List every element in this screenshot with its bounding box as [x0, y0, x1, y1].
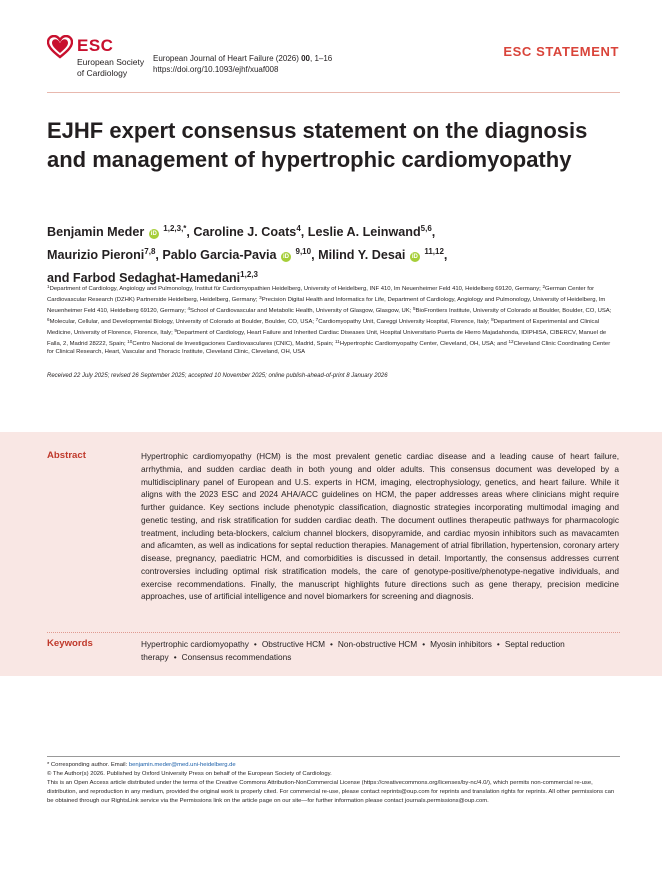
- orcid-icon[interactable]: iD: [150, 231, 157, 237]
- author-affiliation-refs: 9,10: [295, 247, 312, 256]
- affiliation-text: Precision Digital Health and Informatics for Life, Department of Cardiology, Angiology and Pulmonology, University of Heidelberg, Im Neuenheimer Feld 410, Heidelberg 69120, Germany;: [47, 296, 606, 314]
- affiliation-text: German Center for Cardiovascular Research (DZHK) Partnerside Heidelberg, Heidelberg, Germany;: [47, 286, 595, 303]
- author-affiliation-refs: 7,8: [144, 247, 156, 256]
- affiliation-number: 4: [187, 305, 191, 311]
- author-name: Pablo Garcia-Pavia: [162, 248, 277, 262]
- keyword-separator: •: [422, 639, 426, 649]
- author-name: Milind Y. Desai: [318, 248, 406, 262]
- received-dates: Received 22 July 2025; revised 26 September 2025; accepted 10 November 2025; online publish-ahead-of-print 8 January 2026: [47, 373, 388, 379]
- author-affiliation-refs: 4: [296, 224, 301, 233]
- footnote-divider: [47, 756, 620, 757]
- header-divider: [47, 92, 620, 93]
- author-name: Benjamin Meder: [47, 225, 145, 239]
- keyword-separator: •: [496, 639, 500, 649]
- keyword: Obstructive HCM: [261, 639, 325, 649]
- heart-logo-icon: [47, 35, 73, 59]
- affiliation-number: 6: [47, 316, 50, 322]
- affiliation-text: BioFrontiers Institute, University of Colorado at Boulder, Boulder, CO, USA;: [415, 307, 612, 314]
- affiliation-number: 3: [259, 294, 262, 300]
- abstract-divider: [47, 632, 620, 633]
- author-affiliation-refs: 5,6: [420, 224, 432, 233]
- affiliation-text: Centro Nacional de Investigaciones Cardiovasculares (CNIC), Madrid, Spain;: [132, 340, 336, 347]
- affiliation-text: Department of Cardiology, Angiology and Pulmonology, Institut für Cardiomyopathien Heidelberg, University of Heidelberg, INF 410, Im Neuenheimer Feld 410, Heidelberg 69120, Germany;: [49, 286, 543, 292]
- journal-name: European Journal of Heart Failure (2026): [153, 54, 302, 63]
- affiliations: [47, 283, 618, 357]
- affiliation-number: 10: [127, 338, 133, 344]
- logo-name: ESC: [77, 36, 114, 55]
- affiliation-text: Cardiomyopathy Unit, Careggi University Hospital, Florence, Italy;: [318, 318, 492, 325]
- author-affiliation-refs: 1,2,3,*: [163, 224, 187, 233]
- abstract-heading: Abstract: [47, 450, 86, 461]
- keyword-separator: •: [330, 639, 333, 649]
- affiliation-text: Department of Experimental and Clinical Medicine, University of Florence, Florence, Italy;: [47, 318, 600, 336]
- affiliation-number: 9: [174, 327, 177, 333]
- affiliation-text: Department of Cardiology, Heart Failure and Inherited Cardiac Diseases Unit, Hospital Universitario Puerta de Hierro Majadahonda, IDIPHISA, CIBERCV, Manuel de Falla, 2, Madrid 28222, Spain;: [47, 329, 607, 347]
- article-type-label: ESC STATEMENT: [503, 44, 619, 59]
- author-list: Benjamin Meder iD $^{1,2,3,*}$, Caroline J. Coats$^4$, Leslie A. Leinwand$^{5,6}$, Maurizio Pieroni$^{7,8}$, Pablo Garcia-Pavia iD $^{9,10}$, Milind Y. Desai iD $^{11,12}$, and Farbod Sedaghat-Hamedani$^{1,2,3}$: [47, 224, 448, 285]
- affiliation-number: 8: [491, 316, 494, 322]
- doi-link[interactable]: https://doi.org/10.1093/ejhf/xuaf008: [153, 65, 279, 74]
- article-title: EJHF expert consensus statement on the diagnosis and management of hypertrophic cardiomyopathy: [47, 118, 588, 172]
- keyword: Myosin inhibitors: [430, 639, 492, 649]
- author-name: Maurizio Pieroni: [47, 248, 145, 262]
- keyword-separator: •: [173, 652, 177, 662]
- orcid-icon[interactable]: iD: [283, 254, 289, 260]
- affiliation-number: 11: [335, 338, 340, 344]
- keywords-list: [141, 638, 619, 664]
- corresponding-label: * Corresponding author. Email:: [47, 762, 129, 768]
- corresponding-author: [47, 761, 620, 770]
- keyword: Septal reduction therapy: [141, 639, 565, 662]
- author-name: Caroline J. Coats: [193, 225, 297, 239]
- keywords-heading: Keywords: [47, 638, 93, 649]
- affiliation-number: 1: [47, 284, 50, 289]
- author-affiliation-refs: 1,2,3: [240, 270, 258, 279]
- orcid-icon[interactable]: iD: [411, 254, 418, 260]
- keyword: Consensus recommendations: [181, 652, 292, 662]
- copyright-notice: © The Author(s) 2026. Published by Oxford University Press on behalf of the European Society of Cardiology.: [47, 770, 332, 777]
- affiliation-text: Hypertrophic Cardiomyopathy Center, Cleveland, OH, USA; and: [339, 340, 509, 347]
- logo-line-2: of Cardiology: [77, 67, 128, 78]
- keyword: Hypertrophic cardiomyopathy: [141, 639, 249, 649]
- keyword: Non-obstructive HCM: [337, 639, 418, 649]
- footnotes: [47, 761, 620, 806]
- affiliation-number: 7: [315, 316, 319, 322]
- esc-logo[interactable]: [47, 34, 147, 82]
- logo-subtitle: [77, 57, 144, 78]
- keyword-separator: •: [253, 639, 257, 649]
- affiliation-number: 5: [413, 305, 416, 311]
- author-name: Farbod Sedaghat-Hamedani: [72, 271, 241, 285]
- affiliation-number: 12: [508, 338, 514, 344]
- journal-volume: 00: [301, 54, 310, 63]
- journal-pages: , 1–16: [310, 54, 333, 63]
- affiliation-text: Molecular, Cellular, and Developmental Biology, University of Colorado at Boulder, Boulder, CO, USA;: [49, 318, 316, 325]
- author-affiliation-refs: 11,12: [424, 247, 444, 256]
- email-link[interactable]: benjamin.meder@med.uni-heidelberg.de: [128, 762, 236, 768]
- author-name: Leslie A. Leinwand: [307, 225, 421, 239]
- journal-citation: [153, 53, 332, 75]
- journal-header: [47, 34, 619, 82]
- license-notice: This is an Open Access article distributed under the terms of the Creative Commons Attribution-NonCommercial License (https://creativecommons.org/licenses/by-nc/4.0/), which permits non-commercial re-use, distribution, and reproduction in any medium, provided the original work is properly cited. For commercial re-use, please contact reprints@oup.com for reprints and translation rights for reprints. All other permissions can be obtained through our RightsLink service via the Permissions link on the article page on our site—for further information please contact journals.permissions@oup.com.: [47, 779, 615, 804]
- affiliation-text: Cleveland Clinic Coordinating Center for Clinical Research, Heart, Vascular and Thoracic Institute, Cleveland Clinic, Cleveland, OH, USA: [47, 340, 611, 356]
- abstract-text: Hypertrophic cardiomyopathy (HCM) is the most prevalent genetic cardiac disease and a leading cause of heart failure, arrhythmia, and sudden cardiac death in both young and older adults. This consensus document was developed by a multidisciplinary panel of European and U.S. experts in HCM, imaging, electrophysiology, genetics, and heart failure. While it aligns with the 2023 ESC and 2024 AHA/ACC guidelines on HCM, the paper addresses areas where clinicians might require further guidance. Key sections include phenotypic classification, diagnostic strategies incorporating multimodal imaging and genetic testing, and risk stratification for sudden cardiac death. The document outlines therapeutic pathways for pharmacologic treatment, including beta-blockers, calcium channel blockers, disopyramide, and cardiac myosin inhibitors such as mavacamten and aficamten, as well as indications for septal reduction therapies. Management of atrial fibrillation, hypertension, coronary artery disease, pregnancy, paediatric HCM, and comorbidities is discussed in detail. Importantly, the consensus addresses current controversies including optimal risk stratification models, the care of genotype-positive/phenotype-negative individuals, and exercise recommendations. Finally, the manuscript highlights future directions such as gene therapy, precision medicine approaches, use of artificial intelligence and novel biomarkers for screening and diagnosis.: [141, 451, 619, 602]
- affiliation-text: School of Cardiovascular and Metabolic Health, University of Glasgow, Glasgow, UK;: [190, 307, 414, 314]
- logo-line-1: European Society: [77, 57, 145, 67]
- affiliation-number: 2: [542, 284, 546, 289]
